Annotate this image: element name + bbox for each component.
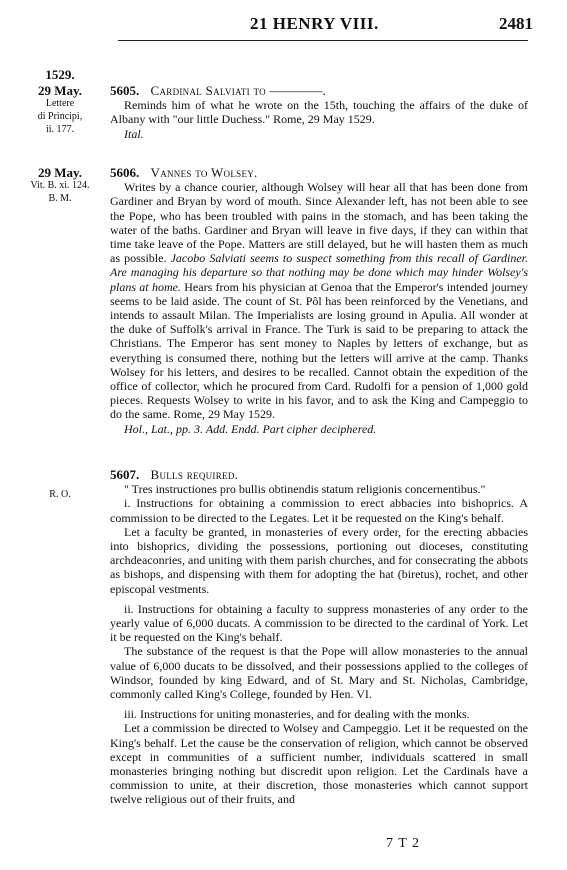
page-number: 2481 <box>499 14 533 33</box>
year-label: 1529. <box>45 67 75 82</box>
entry-ref: ii. 177. <box>45 124 75 135</box>
entry-5605 <box>110 84 528 141</box>
entry-ref: Lettere <box>45 98 75 109</box>
entry-5606-margin <box>14 166 106 205</box>
entry-heading <box>110 468 528 482</box>
entry-note: Hol., Lat., pp. 3. Add. Endd. Part cipher deciphered. <box>124 421 377 436</box>
entry-number: 5607. <box>110 467 140 482</box>
entry-title: Bulls required. <box>150 467 239 482</box>
entry-paragraph: ii. Instructions for obtaining a faculty to suppress monasteries of any order to the yearly value of 6,000 ducats. A commission to be directed to the cardinal of York. Let it be requested on the King's behalf. <box>110 601 528 645</box>
entry-ref: B. M. <box>48 193 72 204</box>
entry-heading <box>110 84 528 98</box>
entry-paragraph: " Tres instructiones pro bullis obtinendis statum religionis concernentibus." <box>124 482 486 497</box>
entry-paragraph: The substance of the request is that the Pope will allow monasteries to the annual value of 6,000 ducats to be dissolved, and their possessions applied to the colleges of Windsor, founded by king Edward, and of St. Mary and St. Nicholas, Cambridge, commonly called King's College, founded by Hen. VI. <box>110 644 528 702</box>
entry-5606 <box>110 166 528 436</box>
entry-paragraph: Reminds him of what he wrote on the 15th, touching the affairs of the duke of Albany with "our little Duchess." Rome, 29 May 1529. <box>110 98 528 127</box>
entry-title: Vannes to Wolsey. <box>150 165 258 180</box>
entry-5605-margin <box>14 84 106 136</box>
entry-paragraph: i. Instructions for obtaining a commission to erect abbacies into bishoprics. A commission to be directed to the Legates. Let it be requested on the King's behalf. <box>110 496 528 525</box>
entry-ref: R. O. <box>49 489 71 500</box>
entry-ref: di Principi, <box>37 111 83 122</box>
entry-number: 5606. <box>110 165 140 180</box>
entry-paragraph: Writes by a chance courier, although Wolsey will hear all that has been done from Gardiner and Bryan by word of mouth. Since Alexander left, has not been able to see the Pope, who has been troubled with pains in the stomach, and has been taking the water of the baths. Gardiner and Bryan will leave in five days, if they can within that time take leave of the Pope. Matters are still delayed, but he will hasten them as much as possible. Jacobo Salviati seems to suspect something from this recall of Gardiner. Are managing his departure so that nothing may be done which may hinder Wolsey's plans at home. Hears from his physician at Genoa that the Emperor's intended journey seems to be laid aside. The count of St. Pôl has been reinforced by the Venetians, and intends to assault Milan. The Imperialists are losing ground in Apulia. All wonder at the duke of Suffolk's arrival in France. The Turk is said to be preparing to attack the Christians. The Emperor has sent money to Naples by letters of exchange, but as everything is consumed there, nothing but the letters will arrive at the camp. Thanks Wolsey for his letters, and desires to be recalled. Cannot obtain the expedition of the office of collector, which he procured from Card. Rudolfi for a pension of 1,000 gold pieces. Requests Wolsey to write in his favor, and to ask the King and Campeggio to do the same. Rome, 29 May 1529. <box>110 180 529 422</box>
entry-note: Ital. <box>124 126 144 141</box>
entry-paragraph: Let a faculty be granted, in monasteries of every order, for the erecting abbacies into bishoprics, dividing the possessions, portioning out dioceses, constituting archdeaconries, and uniting with them parish churches, and for consecrating the abbots as bishops, and dispensing with them for adopting the hat (biretus), rochet, and other episcopal vestments. <box>110 524 528 596</box>
entry-paragraph: iii. Instructions for uniting monasteries, and for dealing with the monks. <box>124 707 470 722</box>
entry-date: 29 May. <box>37 165 83 180</box>
entry-number: 5605. <box>110 83 140 98</box>
entry-paragraph: Let a commission be directed to Wolsey and Campeggio. Let it be requested on the King's behalf. Let the cause be the conservation of religion, which cannot be observed except in communities of a sufficient number, individuals scattered in small monasteries bringing nothing but discredit upon religion. Let the Cardinals have a commission to unite, at their discretion, those monasteries which cannot support twelve religious out of their fruits, and <box>110 721 528 807</box>
signature-mark: 7 T 2 <box>386 836 421 851</box>
entry-heading <box>110 166 528 180</box>
entry-5607 <box>110 468 528 807</box>
running-header <box>0 14 567 38</box>
entry-title: Cardinal Salviati to ————. <box>150 83 327 98</box>
header-rule <box>118 40 528 41</box>
header-title: 21 HENRY VIII. <box>250 14 379 33</box>
entry-date: 29 May. <box>37 83 83 98</box>
entry-5607-margin <box>14 488 106 501</box>
entry-ref: Vit. B. xi. 124. <box>30 180 90 191</box>
